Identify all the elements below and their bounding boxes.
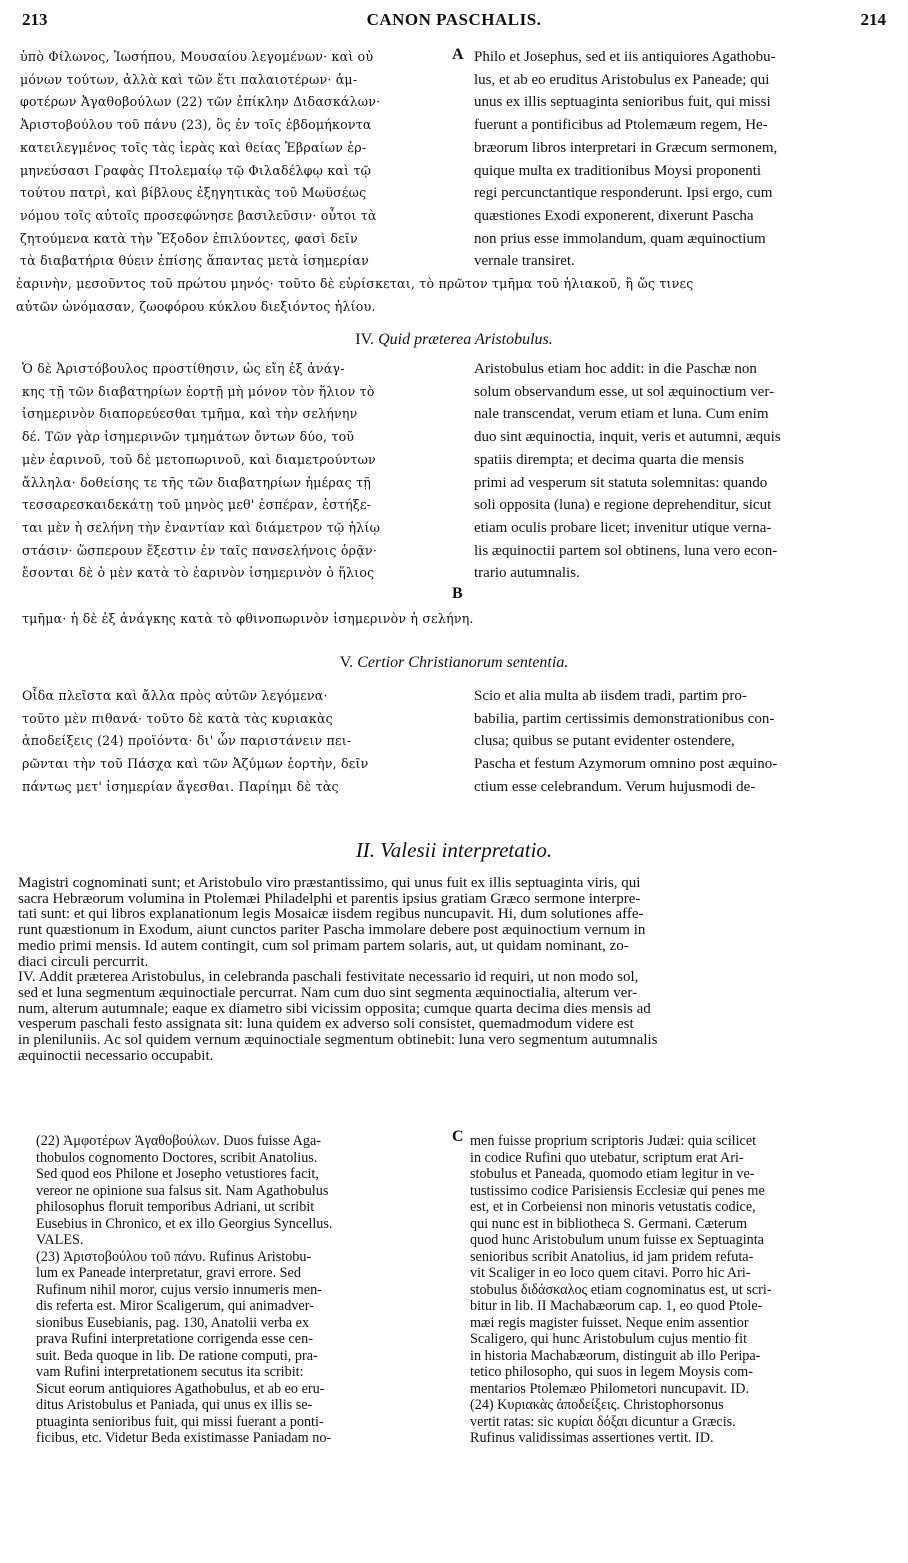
notes-left-column bbox=[36, 1133, 446, 1447]
note-line: ditus Aristobulus et Paniada, qui unus ex illis se- bbox=[36, 1397, 313, 1413]
valesii-line: medio primi mensis. Id autem contingit, cum sol primam partem solaris, aut, ut quidam nominant, zo- bbox=[18, 937, 629, 954]
latin-column-iv bbox=[474, 358, 894, 585]
valesii-line: æquinoctii necessario occupabit. bbox=[18, 1047, 214, 1064]
greek-line: νόμου τοῖς αὐτοῖς προσεφώνησε βασιλεῦσιν· οὗτοι τὰ bbox=[20, 207, 377, 223]
note-line: vit Scaliger in eo loco quem citavi. Porro hic Ari- bbox=[470, 1265, 751, 1281]
note-line: qui nunc est in bibliotheca S. Germani. Cæterum bbox=[470, 1215, 748, 1232]
latin-line: quique multa ex traditionibus Moysi proponenti bbox=[474, 162, 762, 179]
note-line: tetico philosopho, qui suos in legem Moysis com- bbox=[470, 1364, 753, 1380]
valesii-line: vesperum paschali festo assignata sit: luna quidem ex adverso soli consistet, quemadmodum videre est bbox=[18, 1016, 634, 1033]
note-line: senioribus scribit Anatolius, id jam pridem refuta- bbox=[470, 1248, 754, 1265]
greek-column-iv bbox=[22, 358, 462, 585]
note-line: Rufinum nihil moror, cujus versio innumeris men- bbox=[36, 1281, 322, 1298]
latin-line: trario autumnalis. bbox=[474, 565, 580, 582]
section-iv-heading bbox=[0, 331, 908, 349]
greek-line: δέ. Τῶν γὰρ ἰσημερινῶν τμημάτων ὄντων δύο, τοῦ bbox=[22, 429, 355, 445]
note-line: stobulus διδάσκαλος etiam cognominatus est, ut scri- bbox=[470, 1281, 772, 1298]
valesii-line: Magistri cognominati sunt; et Aristobulo viro præstantissimo, qui unus fuit ex illis septuaginta viris, qui bbox=[18, 875, 641, 891]
greek-line: μόνων τούτων, ἀλλὰ καὶ τῶν ἔτι παλαιοτέρων· ἀμ- bbox=[20, 71, 358, 87]
latin-line: Philo et Josephus, sed et iis antiquiores Agathobu- bbox=[474, 49, 776, 65]
page-number-right: 214 bbox=[860, 10, 886, 29]
note-line: quod hunc Aristobulum unum fuisse ex Septuaginta bbox=[470, 1232, 764, 1248]
latin-line: bræorum libros interpretari in Græcum sermonem, bbox=[474, 139, 778, 156]
note-line: philosophus floruit temporibus Adriani, ut scribit bbox=[36, 1199, 315, 1215]
note-line: mæi regis magister fuisset. Neque enim assentior bbox=[470, 1314, 749, 1331]
latin-line: non prius esse immolandum, quam æquinoctium bbox=[474, 230, 766, 247]
note-line: vereor ne opinione sua falsus sit. Nam Agathobulus bbox=[36, 1182, 329, 1199]
greek-line: ὑπὸ Φίλωνος, Ἰωσήπου, Μουσαίου λεγομένων· καὶ οὐ bbox=[20, 49, 374, 64]
latin-line: solum observandum esse, ut sol æquinoctium ver- bbox=[474, 383, 775, 400]
page-header bbox=[22, 10, 886, 34]
note-line: Scaligero, qui hunc Aristobulum cujus mentio fit bbox=[470, 1331, 748, 1347]
greek-line: φοτέρων Ἀγαθοβούλων (22) τῶν ἐπίκλην Διδασκάλων· bbox=[20, 94, 381, 110]
greek-line: τούτου πατρὶ, καὶ βίβλους ἐξηγητικὰς τοῦ Μωϋσέως bbox=[20, 185, 367, 201]
latin-line: duo sint æquinoctia, inquit, veris et autumni, æquis bbox=[474, 429, 781, 446]
latin-line: lus, et ab eo eruditus Aristobulus ex Paneade; qui bbox=[474, 71, 770, 88]
valesii-line: sed et luna segmentum æquinoctiale percurrat. Nam cum duo sint segmenta æquinoctialia, alterum ver- bbox=[18, 984, 638, 1001]
greek-line: ἐαρινὴν, μεσοῦντος τοῦ πρώτου μηνός· τοῦτο δὲ εὑρίσκεται, τὸ πρῶτον τμῆμα τοῦ ἡλιακοῦ, ἢ ὥς τινες bbox=[16, 276, 694, 291]
valesii-line: num, alterum autumnale; eaque ex diametro sibi vicissim opposita; cumque quarta decima dies mensis ad bbox=[18, 1000, 651, 1017]
note-line: Sed quod eos Philone et Josepho vetustiores facit, bbox=[36, 1166, 319, 1182]
note-line: stobulus et Paneada, quomodo etiam legitur in ve- bbox=[470, 1166, 755, 1182]
latin-line: lis æquinoctii partem sol obtinens, luna vero econ- bbox=[474, 542, 778, 559]
latin-line: ctium esse celebrandum. Verum hujusmodi de- bbox=[474, 778, 756, 795]
greek-line: ἄλληλα· δοθείσης τε τῆς τῶν διαβατηρίων ἡμέρας τῇ bbox=[22, 474, 371, 490]
note-line: sionibus Eusebianis, pag. 130, Anatolii verba ex bbox=[36, 1314, 310, 1331]
note-line: in historia Machabæorum, distinguit ab illo Peripa- bbox=[470, 1347, 761, 1364]
greek-line: Ὁ δὲ Ἀριστόβουλος προστίθησιν, ὡς εἴη ἐξ ἀνάγ- bbox=[22, 361, 345, 376]
note-line: men fuisse proprium scriptoris Judæi: quia scilicet bbox=[470, 1133, 757, 1149]
greek-column-top bbox=[20, 46, 460, 273]
valesii-heading: II. Valesii interpretatio. bbox=[355, 838, 553, 862]
note-line: thobulos cognomento Doctores, scribit Anatolius. bbox=[36, 1149, 318, 1166]
note-line: VALES. bbox=[36, 1232, 84, 1248]
note-line: ptuaginta senioribus fuit, qui missi fuerant a ponti- bbox=[36, 1413, 324, 1430]
latin-line: nale transcendat, verum etiam et luna. Cum enim bbox=[474, 406, 769, 423]
latin-column-v bbox=[474, 685, 894, 799]
section-v-title: Certior Christianorum sententia. bbox=[357, 654, 569, 671]
latin-line: babilia, partim certissimis demonstrationibus con- bbox=[474, 710, 775, 727]
greek-line: τὰ διαβατήρια θύειν ἐπίσης ἅπαντας μετὰ ἰσημερίαν bbox=[20, 253, 369, 269]
valesii-line: IV. Addit præterea Aristobulus, in celebranda paschali festivitate necessario id requiri, ut non modo sol, bbox=[18, 969, 639, 986]
latin-line: Pascha et festum Azymorum omnino post æquino- bbox=[474, 756, 778, 773]
valesii-line: sacra Hebræorum volumina in Ptolemæi Philadelphi et parentis ipsius gratiam Græco sermone interpre- bbox=[18, 890, 641, 907]
section-v-heading bbox=[0, 654, 908, 672]
note-line: Sicut eorum antiquiores Agathobulus, et ab eo eru- bbox=[36, 1380, 325, 1397]
note-line: suit. Beda quoque in lib. De ratione computi, pra- bbox=[36, 1347, 318, 1364]
greek-line: ἀποδείξεις (24) προϊόντα· δι' ὧν παριστάνειν πει- bbox=[22, 733, 352, 749]
greek-line: Ἀριστοβούλου τοῦ πάνυ (23), ὃς ἐν τοῖς ἑβδομήκοντα bbox=[20, 117, 372, 133]
margin-letter-c: C bbox=[452, 1128, 464, 1145]
note-line: prava Rufini interpretatione corrigenda esse cen- bbox=[36, 1331, 313, 1347]
note-line: mentarios Ptolemæo Philometori nuncupavit. ID. bbox=[470, 1380, 749, 1397]
latin-line: soli opposita (luna) e regione deprehenditur, sicut bbox=[474, 497, 772, 514]
latin-line: unus ex illis septuaginta senioribus fuit, qui missi bbox=[474, 94, 771, 111]
latin-column-top bbox=[474, 46, 894, 273]
latin-line: regi percunctantique responderunt. Ipsi ergo, cum bbox=[474, 185, 773, 202]
greek-column-v bbox=[22, 685, 462, 799]
greek-line: μηνεύσασι Γραφὰς Πτολεμαίῳ τῷ Φιλαδέλφῳ καὶ τῷ bbox=[20, 162, 372, 178]
note-line: (22) Ἀμφοτέρων Ἀγαθοβούλων. Duos fuisse Aga- bbox=[36, 1133, 321, 1149]
note-line: (24) Κυριακὰς ἀποδείξεις. Christophorsonus bbox=[470, 1397, 724, 1413]
note-line: Rufinus validissimas assertiones vertit. ID. bbox=[470, 1430, 714, 1446]
note-line: (23) Ἀριστοβούλου τοῦ πάνυ. Rufinus Aristobu- bbox=[36, 1248, 312, 1265]
greek-line: κατειλεγμένος τοῖς τὰς ἱερὰς καὶ θείας Ἑβραίων ἑρ- bbox=[20, 139, 367, 155]
section-iv-number: IV. bbox=[355, 331, 375, 348]
section-iv-title: Quid præterea Aristobulus. bbox=[378, 331, 553, 348]
note-line: lum ex Paneade interpretatur, gravi errore. Sed bbox=[36, 1265, 301, 1281]
latin-line: quæstiones Exodi exponerent, dixerunt Pascha bbox=[474, 207, 754, 224]
greek-full-width-iv bbox=[22, 608, 896, 631]
note-line: est, et in Corbeiensi non minoris vetustatis codice, bbox=[470, 1199, 756, 1215]
latin-line: etiam oculis probare licet; invenitur utique verna- bbox=[474, 519, 772, 536]
greek-line: τοῦτο μὲν πιθανά· τοῦτο δὲ κατὰ τὰς κυριακὰς bbox=[22, 710, 333, 726]
greek-line: ζητούμενα κατὰ τὴν Ἔξοδον ἐπιλύοντες, φασὶ δεῖν bbox=[20, 230, 358, 246]
note-line: dis referta est. Miror Scaligerum, qui animadver- bbox=[36, 1298, 314, 1314]
section-v-number: V. bbox=[339, 654, 354, 671]
page-number-left: 213 bbox=[22, 10, 48, 29]
greek-line: Οἶδα πλεῖστα καὶ ἄλλα πρὸς αὐτῶν λεγόμενα· bbox=[22, 688, 328, 703]
note-line: vertit ratas: sic κυρίαι δόξαι dicuntur a Græcis. bbox=[470, 1413, 736, 1430]
latin-line: Scio et alia multa ab iisdem tradi, partim pro- bbox=[474, 688, 747, 704]
greek-full-width-top bbox=[16, 273, 890, 318]
note-line: in codice Rufini quo utebatur, scriptum erat Ari- bbox=[470, 1149, 744, 1166]
valesii-line: runt quæstionum in Exodum, aiunt cunctos pariter Pascha immolare debere post æquinoctium vernum in bbox=[18, 922, 646, 939]
latin-line: primi ad vesperum sit statuta solemnitas: quando bbox=[474, 474, 768, 491]
margin-letter-a: A bbox=[452, 46, 464, 63]
notes-right-column bbox=[470, 1133, 890, 1447]
latin-line: Aristobulus etiam hoc addit: in die Paschæ non bbox=[474, 361, 757, 377]
greek-line: αὐτῶν ὠνόμασαν, ζωοφόρου κύκλου διεξιόντος ἡλίου. bbox=[16, 298, 376, 314]
greek-line: ται μὲν ἡ σελήνη τὴν ἐναντίαν καὶ διάμετρον τῷ ἡλίῳ bbox=[22, 519, 381, 535]
margin-letter-b: B bbox=[452, 585, 463, 602]
note-line: bitur in lib. II Machabæorum cap. 1, eo quod Ptole- bbox=[470, 1298, 763, 1314]
greek-line: μὲν ἐαρινοῦ, τοῦ δὲ μετοπωρινοῦ, καὶ διαμετρούντων bbox=[22, 451, 376, 467]
greek-line: ρῶνται τὴν τοῦ Πάσχα καὶ τῶν Ἀζύμων ἑορτὴν, δεῖν bbox=[22, 756, 369, 772]
greek-line: πάντως μετ' ἰσημερίαν ἄγεσθαι. Παρίημι δὲ τὰς bbox=[22, 778, 339, 794]
greek-line: κης τῇ τῶν διαβατηρίων ἑορτῇ μὴ μόνον τὸν ἥλιον τὸ bbox=[22, 383, 375, 399]
latin-line: spatiis dirempta; et decima quarta die mensis bbox=[474, 451, 744, 468]
note-line: Eusebius in Chronico, et ex illo Georgius Syncellus. bbox=[36, 1215, 333, 1232]
note-line: vam Rufini interpretationem secutus ita scribit: bbox=[36, 1364, 304, 1380]
greek-line: ἔσονται δὲ ὁ μὲν κατὰ τὸ ἐαρινὸν ἰσημερινὸν ὁ ἥλιος bbox=[22, 565, 375, 581]
valesii-text bbox=[18, 876, 890, 1064]
valesii-line: in pleniluniis. Ac sol quidem vernum æquinoctiale segmentum obtinebit: luna vero segmentum autumnalis bbox=[18, 1032, 658, 1049]
latin-line: fuerunt a pontificibus ad Ptolemæum regem, He- bbox=[474, 117, 768, 134]
valesii-line: tati sunt: et qui libros explanationum legis Mosaicæ iisdem regibus nuncupavit. Hi, dum solutiones affe- bbox=[18, 906, 644, 923]
greek-line: τεσσαρεσκαιδεκάτῃ τοῦ μηνὸς μεθ' ἑσπέραν, ἐστήξε- bbox=[22, 497, 372, 513]
note-line: tustissimo codice Parisiensis Ecclesiæ qui penes me bbox=[470, 1182, 765, 1199]
latin-line: clusa; quibus se putant evidenter ostendere, bbox=[474, 733, 735, 750]
note-line: ficibus, etc. Videtur Beda existimasse Paniadam no- bbox=[36, 1430, 332, 1446]
valesii-line: diaci circuli percurrit. bbox=[18, 953, 149, 970]
running-title: CANON PASCHALIS. bbox=[366, 10, 542, 29]
greek-line: ἰσημερινὸν διαπορεύεσθαι τμῆμα, καὶ τὴν σελήνην bbox=[22, 406, 358, 422]
greek-line: τμῆμα· ἡ δὲ ἐξ ἀνάγκης κατὰ τὸ φθινοπωρινὸν ἰσημερινὸν ἡ σελήνη. bbox=[22, 611, 474, 626]
greek-line: στάσιν· ὥσπερουν ἔξεστιν ἐν ταῖς πανσελήνοις ὁρᾷν· bbox=[22, 542, 377, 558]
latin-line: vernale transiret. bbox=[474, 253, 575, 270]
